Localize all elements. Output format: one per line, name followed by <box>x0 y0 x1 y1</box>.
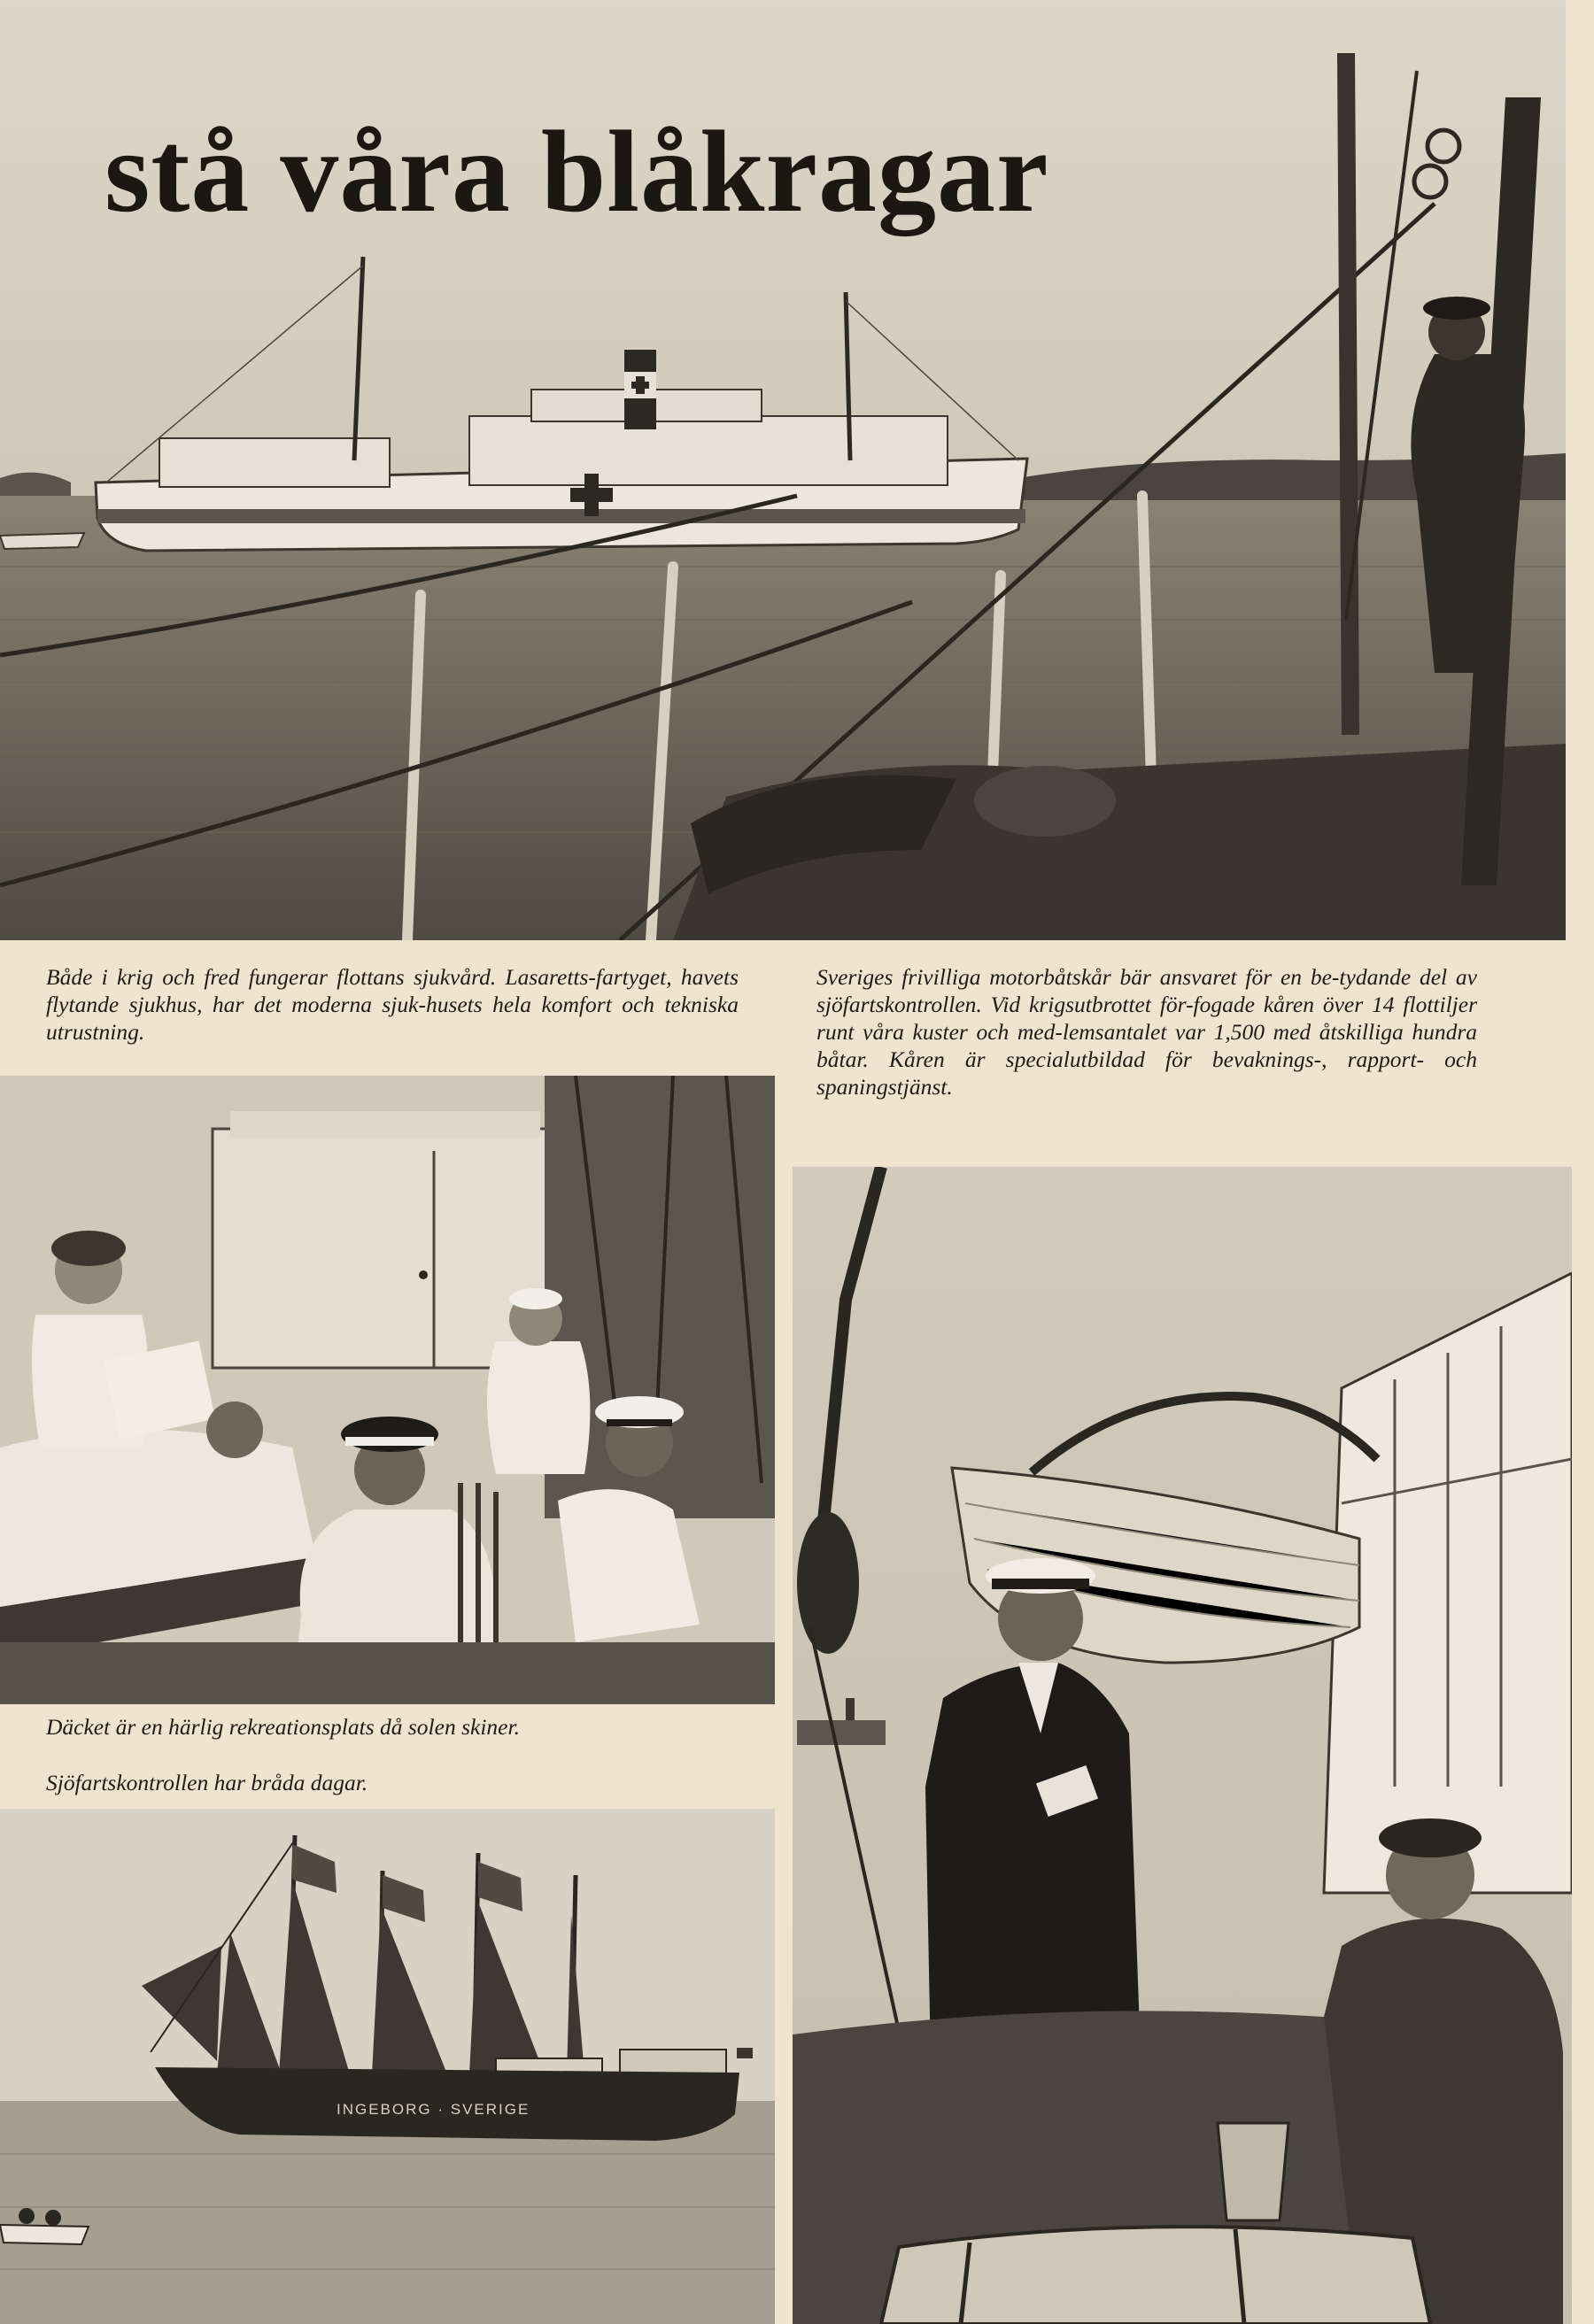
schooner-hull-lettering: INGEBORG · SVERIGE <box>337 2101 530 2118</box>
caption-deck: Däcket är en härlig rekreationsplats då solen skiner. <box>46 1714 520 1740</box>
schooner-photo <box>0 1809 775 2324</box>
caption-motorboat-corps: Sveriges frivilliga motorbåtskår bär ansvaret för en be-tydande del av sjöfartskontrollen. Vid krigsutbrottet för-fogade kåren över 14 flottiljer runt våra kuster och med-lemsantalet var 1,500 med åtskilliga hundra båtar. Kåren är specialutbildad för bevaknings-, rapport- och spaningstjänst. <box>816 964 1477 1100</box>
deck-recreation-photo <box>0 1076 775 1704</box>
caption-hospital-ship: Både i krig och fred fungerar flottans sjukvård. Lasaretts-fartyget, havets flytande sjukhus, har det moderna sjuk-husets hela komfort och tekniska utrustning. <box>46 964 739 1045</box>
shipping-control-photo <box>793 1167 1572 2324</box>
caption-shipping-control: Sjöfartskontrollen har bråda dagar. <box>46 1770 368 1795</box>
page-title: stå våra blåkragar <box>104 106 1049 236</box>
